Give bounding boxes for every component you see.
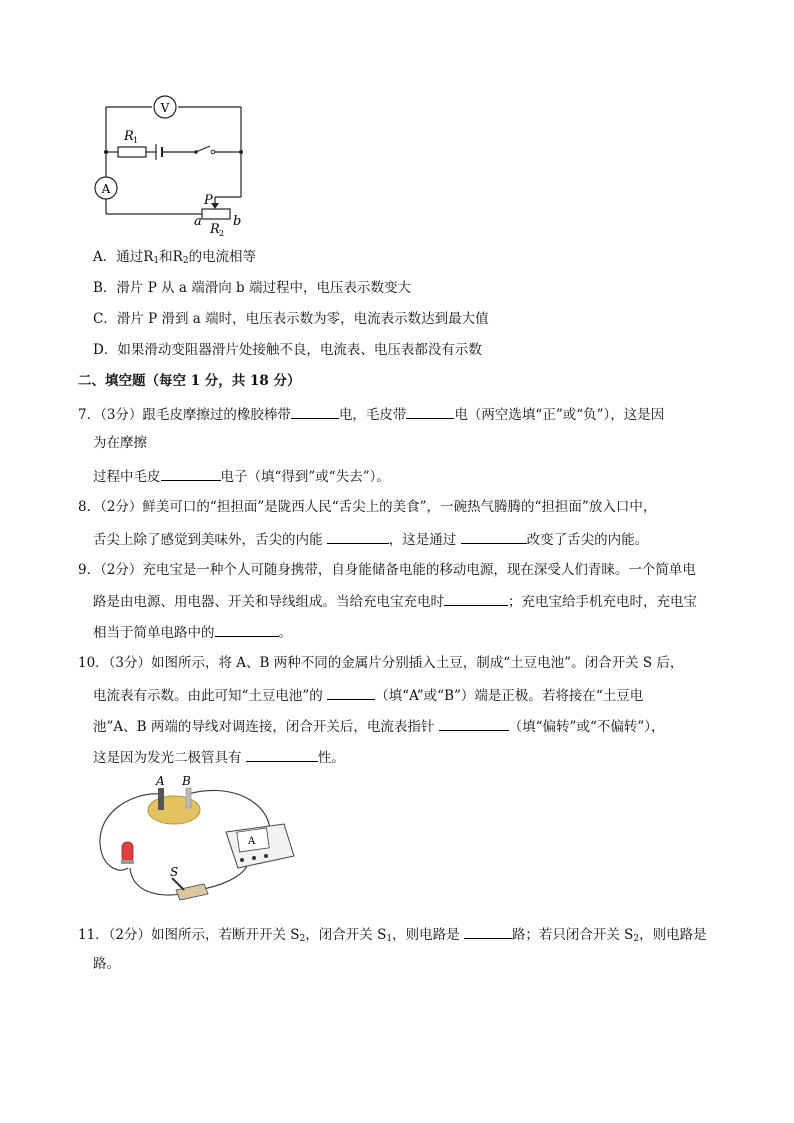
r2-label: R xyxy=(210,222,220,237)
slider-p-label: P xyxy=(204,193,213,208)
end-b-label: b xyxy=(233,214,242,229)
q9-line2: 路是由电源、用电器、开关和导线组成。当给充电宝充电时 ；充电宝给手机充电时，充电宝 xyxy=(93,591,697,611)
ammeter-device xyxy=(226,824,294,868)
r2-sub: 2 xyxy=(219,229,225,238)
q7-line3: 过程中毛皮 电子（填“得到”或“失去”）。 xyxy=(93,466,390,486)
q8-line2: 舌尖上除了感觉到美味外，舌尖的内能 ，这是通过 改变了舌尖的内能。 xyxy=(93,529,648,549)
electrode-a-label: A xyxy=(156,774,165,788)
q11-line2: 路。 xyxy=(93,956,120,972)
ammeter-device-label: A xyxy=(248,836,256,847)
q9-line3: 相当于简单电路中的 。 xyxy=(93,622,292,642)
option-b: B．滑片 P 从 a 端滑向 b 端过程中，电压表示数变大 xyxy=(93,280,411,296)
q8-line1: 8．（2分）鲜美可口的“担担面”是陇西人民“舌尖上的美食”，一碗热气腾腾的“担担面”放入口中， xyxy=(78,499,657,515)
r1-sub: 1 xyxy=(133,136,139,145)
option-c: C．滑片 P 滑到 a 端时，电压表示数为零，电流表示数达到最大值 xyxy=(93,311,489,327)
end-a-label: a xyxy=(194,214,202,229)
q11-line1: 11．（2分）如图所示，若断开开关 $S_2$，闭合开关 $S_1$，则电路是 路；若只闭合开关 $S_2$，则电路是 xyxy=(78,924,707,948)
q9-line1: 9．（2分）充电宝是一种个人可随身携带，自身能储备电能的移动电源，现在深受人们青睐。一个简单电 xyxy=(78,562,696,578)
led-diode xyxy=(121,842,134,864)
q10-line2: 电流表有示数。由此可知“土豆电池”的 （填“A”或“B”）端是正极。若将接在“土豆电 xyxy=(93,685,643,705)
option-a: A．通过$R_1$和$R_2$的电流相等 xyxy=(93,249,257,266)
q7-line1: 7．（3分）跟毛皮摩擦过的橡胶棒带 电，毛皮带 电（两空选填“正”或“负”），这是因 xyxy=(78,404,664,424)
q10-line1: 10．（3分）如图所示，将 A、B 两种不同的金属片分别插入土豆，制成“土豆电池”。闭合开关 S 后， xyxy=(78,655,684,671)
q10-line4: 这是因为发光二极管具有 性。 xyxy=(93,747,345,767)
electrode-b-label: B xyxy=(182,774,191,788)
r1-label: R xyxy=(124,129,134,144)
circuit-diagram-1 xyxy=(90,92,260,240)
switch-s-label: S xyxy=(170,865,179,879)
electrode-a xyxy=(158,788,164,810)
voltmeter-label: V xyxy=(160,101,170,115)
option-d: D．如果滑动变阻器滑片处接触不良，电流表、电压表都没有示数 xyxy=(93,342,482,358)
potato-battery-figure xyxy=(92,772,304,910)
switch-s xyxy=(172,878,208,900)
q7-line2: 为在摩擦 xyxy=(93,435,147,451)
q10-line3: 池”A、B 两端的导线对调连接，闭合开关后，电流表指针 （填“偏转”或“不偏转”）， xyxy=(93,716,665,736)
potato xyxy=(148,796,200,824)
electrode-b xyxy=(186,788,191,808)
ammeter-label: A xyxy=(101,182,111,196)
section-title: 二、填空题（每空 1 分，共 18 分） xyxy=(78,373,301,389)
